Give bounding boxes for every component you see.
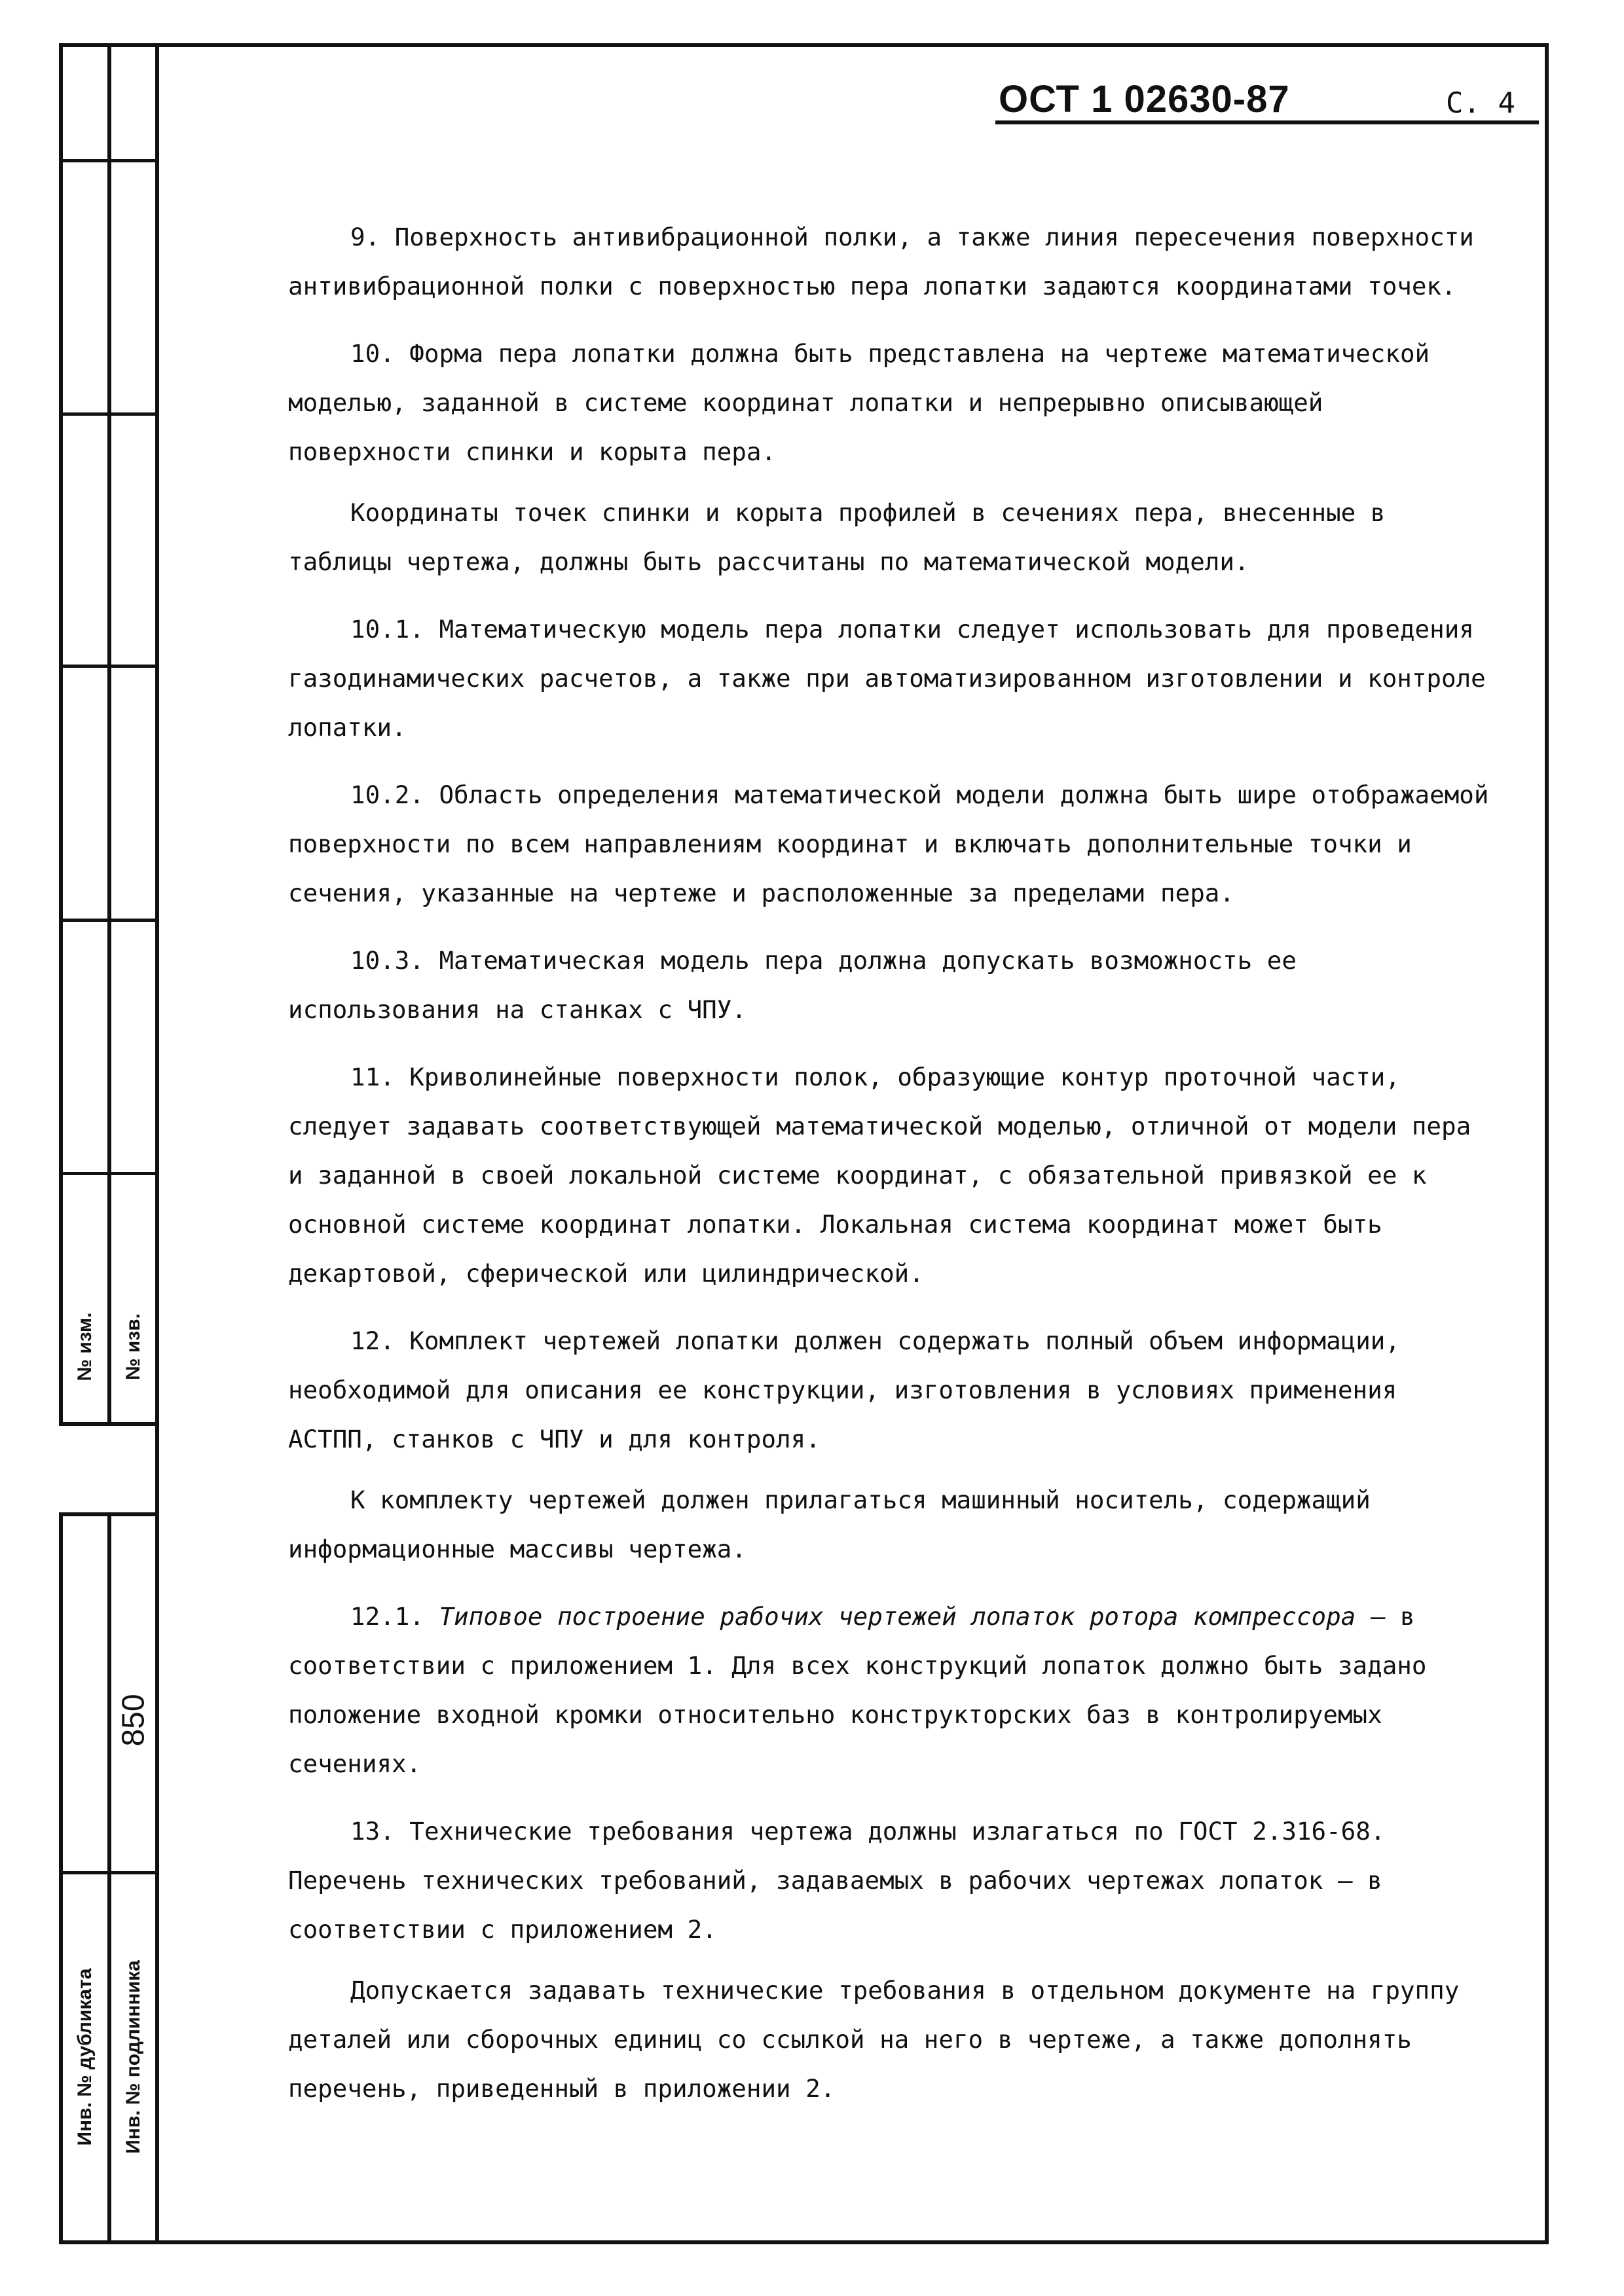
paragraph-10-3: 10.3. Математическая модель пера должна допускать возможность ее использования на станках с ЧПУ. <box>288 946 1297 1024</box>
paragraph-13: 13. Технические требования чертежа должны излагаться по ГОСТ 2.316-68. Перечень технических требований, задаваемых в рабочих чертежах лопаток – в соответствии с приложением 2. <box>288 1817 1386 1944</box>
stamp-izv-label: № изв. <box>122 1313 144 1380</box>
paragraph-12-1-number: 12.1. <box>350 1602 439 1631</box>
paragraph-13-allowed: Допускается задавать технические требования в отдельном документе на группу деталей или сборочных единиц со ссылкой на него в чертеже, а также дополнять перечень, приведенный в приложении 2. <box>288 1976 1460 2103</box>
stamp-upper-rule-1 <box>59 159 159 162</box>
paragraph-10-2: 10.2. Область определения математической модели должна быть шире отображаемой поверхности по всем направлениям координат и включать дополнительные точки и сечения, указанные на чертеже и расположенные за пределами пера. <box>288 780 1489 907</box>
paragraph-12-1-italic: Типовое построение рабочих чертежей лопаток ротора компрессора <box>439 1602 1356 1631</box>
stamp-upper-col-2 <box>107 43 159 1426</box>
paragraph-12-media: К комплекту чертежей должен прилагаться машинный носитель, содержащий информационные массивы чертежа. <box>288 1485 1371 1563</box>
podlinnik-number: 850 <box>116 1694 151 1747</box>
paragraph-12: 12. Комплект чертежей лопатки должен содержать полный объем информации, необходимой для описания ее конструкции, изготовления в условиях применения АСТПП, станков с ЧПУ и для контроля. <box>288 1326 1400 1453</box>
paragraph-10: 10. Форма пера лопатки должна быть представлена на чертеже математической моделью, заданной в системе координат лопатки и непрерывно описывающей поверхности спинки и корыта пера. <box>288 339 1430 466</box>
paragraph-9: 9. Поверхность антивибрационной полки, а также линия пересечения поверхности антивибрационной полки с поверхностью пера лопатки задаются координатами точек. <box>288 223 1474 301</box>
stamp-izm-label: № изм. <box>74 1312 96 1381</box>
stamp-upper-col-1 <box>59 43 111 1426</box>
stamp-upper-rule-2 <box>59 412 159 416</box>
page-number: С. 4 <box>1446 86 1515 120</box>
stamp-upper-rule-5 <box>59 1172 159 1175</box>
paragraph-10-1: 10.1. Математическую модель пера лопатки следует использовать для проведения газодинамических расчетов, а также при автоматизированном изготовлении и контроле лопатки. <box>288 615 1486 742</box>
paragraph-10-coords: Координаты точек спинки и корыта профилей в сечениях пера, внесенные в таблицы чертежа, должны быть рассчитаны по математической модели. <box>288 498 1386 576</box>
header-underline <box>995 120 1539 124</box>
stamp-upper-rule-4 <box>59 919 159 922</box>
document-code: ОСТ 1 02630-87 <box>999 78 1290 120</box>
stamp-lower-rule <box>59 1871 159 1874</box>
stamp-upper-rule-3 <box>59 665 159 668</box>
paragraph-12-1-rest: – в соответствии с приложением 1. Для всех конструкций лопаток должно быть задано положение входной кромки относительно конструкторских баз в контролируемых сечениях. <box>288 1602 1427 1778</box>
document-body <box>288 213 1500 2132</box>
paragraph-12-1 <box>288 1592 1500 1789</box>
stamp-dublikat-label: Инв. № дубликата <box>74 1968 96 2146</box>
stamp-podlinnik-label: Инв. № подлинника <box>122 1960 144 2154</box>
paragraph-11: 11. Криволинейные поверхности полок, образующие контур проточной части, следует задавать соответствующей математической моделью, отличной от модели пера и заданной в своей локальной системе координат, с обязательной привязкой ее к основной системе координат лопатки. Локальная система координат может быть декартовой, сферической или цилиндрической. <box>288 1063 1471 1288</box>
